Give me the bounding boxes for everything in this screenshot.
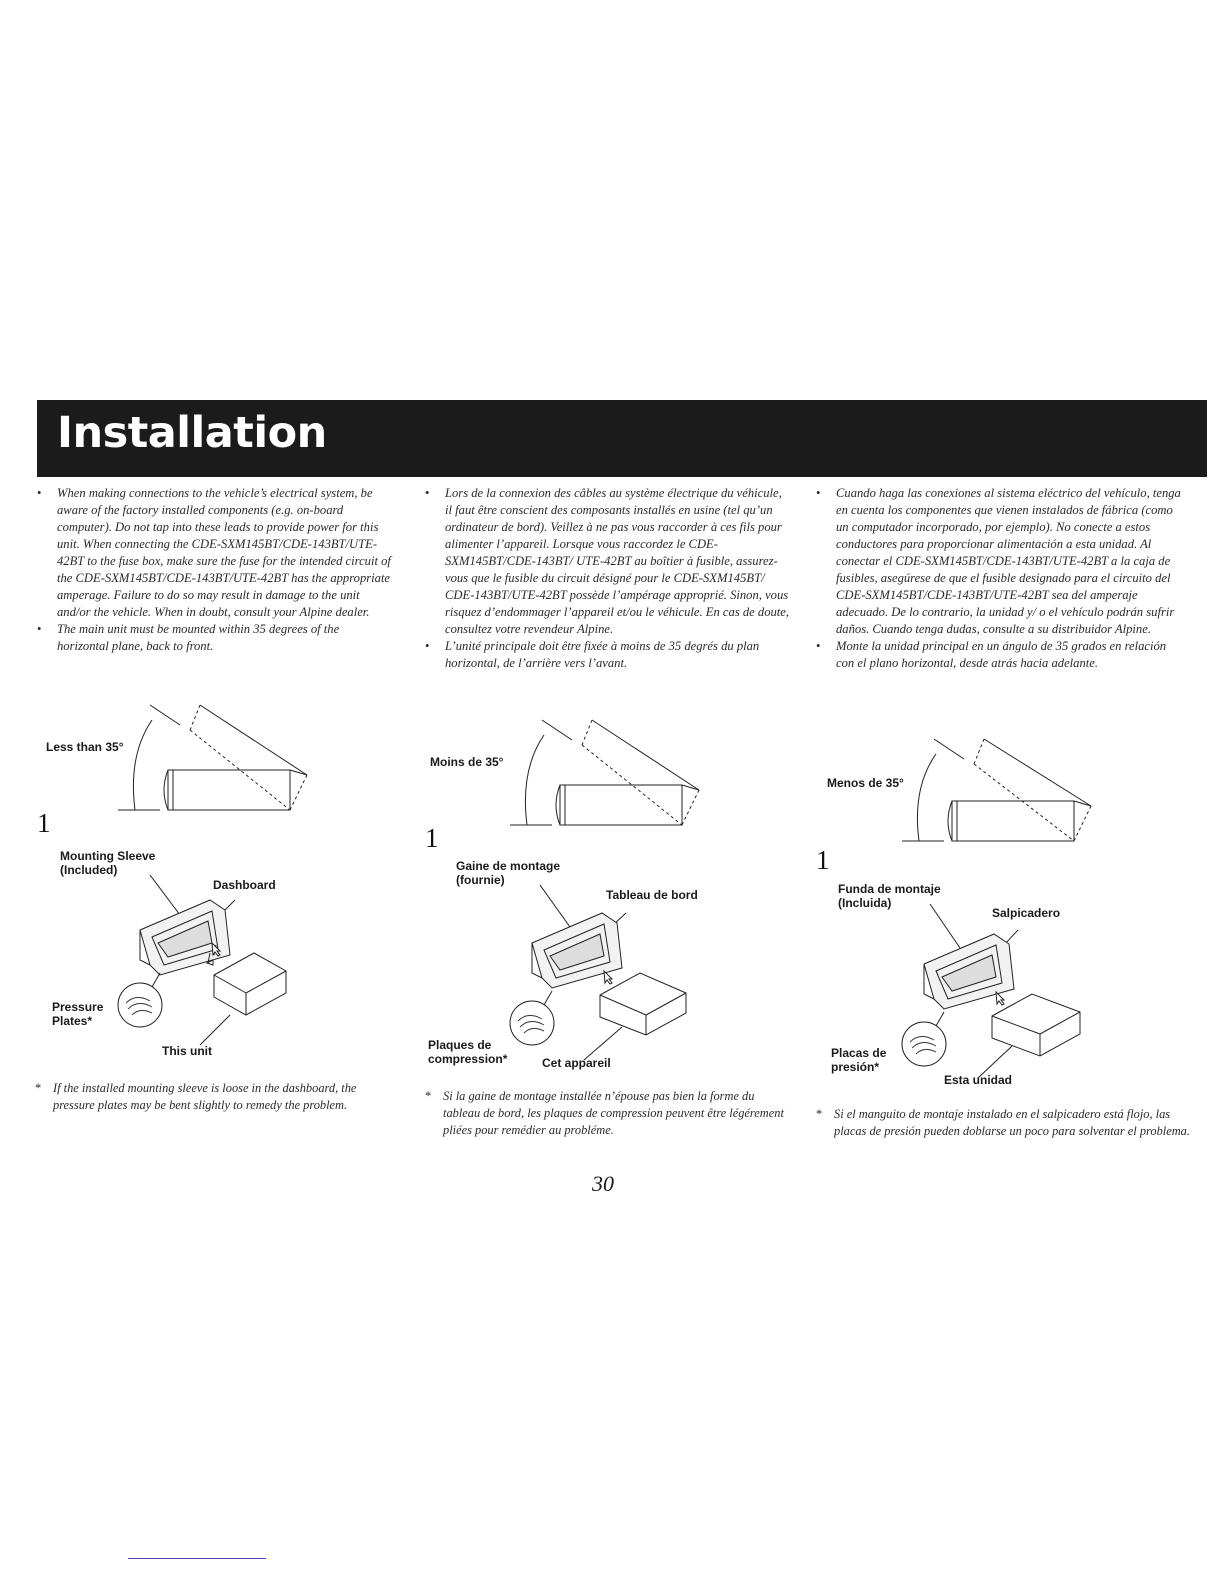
bullet-list (816, 485, 1186, 672)
pressure-plates-label: Placas de presión* (831, 1046, 887, 1074)
sleeve-graphic (40, 845, 400, 1065)
unit-label: Esta unidad (944, 1073, 1013, 1087)
footnote: * Si la gaine de montage installée n’épouse pas bien la forme du tableau de bord, les plaques de compression peuvent être légérement pliées pour remédier au probléme. (425, 1089, 784, 1137)
column-french (425, 485, 790, 672)
angle-diagram (40, 700, 400, 840)
list-item: • Monte la unidad principal en un ángulo de 35 grados en relación con el plano horizontal, desde atrás hacia adelante. (816, 639, 1167, 670)
pressure-plates-label: Plaques de compression* (428, 1038, 508, 1066)
bullet-list (425, 485, 790, 672)
bullet-text: Monte la unidad principal en un ángulo de 35 grados en relación con el plano horizontal, desde atrás hacia adelante. (836, 639, 1167, 670)
unit-label: Cet appareil (542, 1056, 611, 1070)
dashboard-label: Dashboard (213, 878, 276, 892)
list-item: • L’unité principale doit être fixée à moins de 35 degrés du plan horizontal, de l’arrière vers l’avant. (425, 639, 760, 670)
list-item: • When making connections to the vehicle’s electrical system, be aware of the factory installed components (e.g. on-board computer). Do not tap into these leads to provide power for this unit. When connecting the CDE-SXM145BT/CDE-143BT/UTE-42BT to the fuse box, make sure the fuse for the intended circuit of the CDE-SXM145BT/CDE-143BT/UTE-42BT has the appropriate amperage. Failure to do so may result in damage to the unit and/or the vehicle. When in doubt, consult your Alpine dealer. (37, 486, 391, 619)
section-header (37, 400, 1207, 477)
list-item: • Cuando haga las conexiones al sistema eléctrico del vehículo, tenga en cuenta los componentes que vienen instalados de fábrica (como un computador incorporado, por ejemplo). No conecte a estos conductores para proporcionar alimentación a esta unidad. Al conectar el CDE-SXM145BT/CDE-143BT/UTE-42BT a la caja de fusibles, asegúrese de que el fusible designado para el circuito del CDE-SXM145BT/CDE-143BT/UTE-42BT sea del amperaje adecuado. De lo contrario, la unidad y/ o el vehículo podrán sufrir daños. Cuando tenga dudas, consulte a su distribuidor Alpine. (816, 486, 1181, 636)
angle-label: Moins de 35° (430, 755, 504, 769)
angle-diagram-graphic (826, 736, 1126, 866)
sleeve-label: Gaine de montage (fournie) (456, 859, 561, 887)
footer-divider (128, 1558, 266, 1559)
angle-label: Menos de 35° (827, 776, 904, 790)
list-item: • Lors de la connexion des câbles au système électrique du véhicule, il faut être conscient des composants installés en usine (tel qu’un ordinateur de bord). Veillez à ne pas vous raccorder à ces fils pour alimenter l’appareil. Lorsque vous raccordez le CDE-SXM145BT/CDE-143BT/ UTE-42BT au boîtier à fusible, assurez-vous que le fusible du circuit désigné pour le CDE-SXM145BT/ CDE-143BT/UTE-42BT possède l’ampérage approprié. Sinon, vous risquez d’endommager l’appareil et/ou le véhicule. En cas de doute, consultez votre revendeur Alpine. (425, 486, 790, 636)
footnote-text: Si la gaine de montage installée n’épouse pas bien la forme du tableau de bord, les plaques de compression peuvent être légérement pliées pour remédier au probléme. (443, 1089, 784, 1137)
dashboard-label: Salpicadero (992, 906, 1061, 920)
page-title: Installation (57, 408, 327, 458)
footnote-text: If the installed mounting sleeve is loose in the dashboard, the pressure plates may be bent slightly to remedy the problem. (53, 1081, 357, 1112)
step-number: 1 (816, 845, 830, 875)
unit-label: This unit (162, 1044, 212, 1058)
mounting-diagram (40, 845, 400, 1065)
column-english (37, 485, 392, 655)
step-number: 1 (425, 823, 439, 853)
column-spanish (816, 485, 1186, 672)
angle-diagram-graphic (40, 700, 340, 830)
bullet-text: The main unit must be mounted within 35 degrees of the horizontal plane, back to front. (57, 622, 340, 653)
list-item: • The main unit must be mounted within 35 degrees of the horizontal plane, back to front. (37, 622, 340, 653)
page-number: 30 (592, 1171, 614, 1196)
angle-diagram (826, 736, 1186, 876)
pressure-plates-label: Pressure Plates* (52, 1000, 104, 1028)
angle-diagram (428, 715, 788, 855)
footnote: * If the installed mounting sleeve is loose in the dashboard, the pressure plates may be bent slightly to remedy the problem. (35, 1081, 357, 1112)
sleeve-label: Funda de montaje (Incluida) (838, 882, 941, 910)
mounting-diagram (428, 855, 788, 1075)
bullet-text: Cuando haga las conexiones al sistema eléctrico del vehículo, tenga en cuenta los componentes que vienen instalados de fábrica (como un computador incorporado, por ejemplo). No conecte a estos conductores para proporcionar alimentación a esta unidad. Al conectar el CDE-SXM145BT/CDE-143BT/UTE-42BT a la caja de fusibles, asegúrese de que el fusible designado para el circuito del CDE-SXM145BT/CDE-143BT/UTE-42BT sea del amperaje adecuado. De lo contrario, la unidad y/ o el vehículo podrán sufrir daños. Cuando tenga dudas, consulte a su distribuidor Alpine. (836, 486, 1181, 636)
angle-label: Less than 35° (46, 740, 124, 754)
bullet-list (37, 485, 392, 655)
footnote: * Si el manguito de montaje instalado en el salpicadero está flojo, las placas de presión pueden doblarse un poco para solventar el problema. (816, 1107, 1190, 1138)
mounting-diagram (826, 878, 1186, 1098)
bullet-text: Lors de la connexion des câbles au système électrique du véhicule, il faut être conscient des composants installés en usine (tel qu’un ordinateur de bord). Veillez à ne pas vous raccorder à ces fils pour alimenter l’appareil. Lorsque vous raccordez le CDE-SXM145BT/CDE-143BT/ UTE-42BT au boîtier à fusible, assurez-vous que le fusible du circuit désigné pour le CDE-SXM145BT/ CDE-143BT/UTE-42BT possède l’ampérage approprié. Sinon, vous risquez d’endommager l’appareil et/ou le véhicule. En cas de doute, consultez votre revendeur Alpine. (445, 486, 790, 636)
step-number: 1 (37, 808, 51, 838)
sleeve-label: Mounting Sleeve (Included) (60, 849, 156, 877)
footnote-text: Si el manguito de montaje instalado en el salpicadero está flojo, las placas de presión pueden doblarse un poco para solventar el problema. (834, 1107, 1190, 1138)
angle-diagram-graphic (428, 715, 728, 845)
bullet-text: L’unité principale doit être fixée à moins de 35 degrés du plan horizontal, de l’arrière vers l’avant. (445, 639, 760, 670)
dashboard-label: Tableau de bord (606, 888, 698, 902)
bullet-text: When making connections to the vehicle’s electrical system, be aware of the factory installed components (e.g. on-board computer). Do not tap into these leads to provide power for this unit. When connecting the CDE-SXM145BT/CDE-143BT/UTE-42BT to the fuse box, make sure the fuse for the intended circuit of the CDE-SXM145BT/CDE-143BT/UTE-42BT has the appropriate amperage. Failure to do so may result in damage to the unit and/or the vehicle. When in doubt, consult your Alpine dealer. (57, 486, 391, 619)
